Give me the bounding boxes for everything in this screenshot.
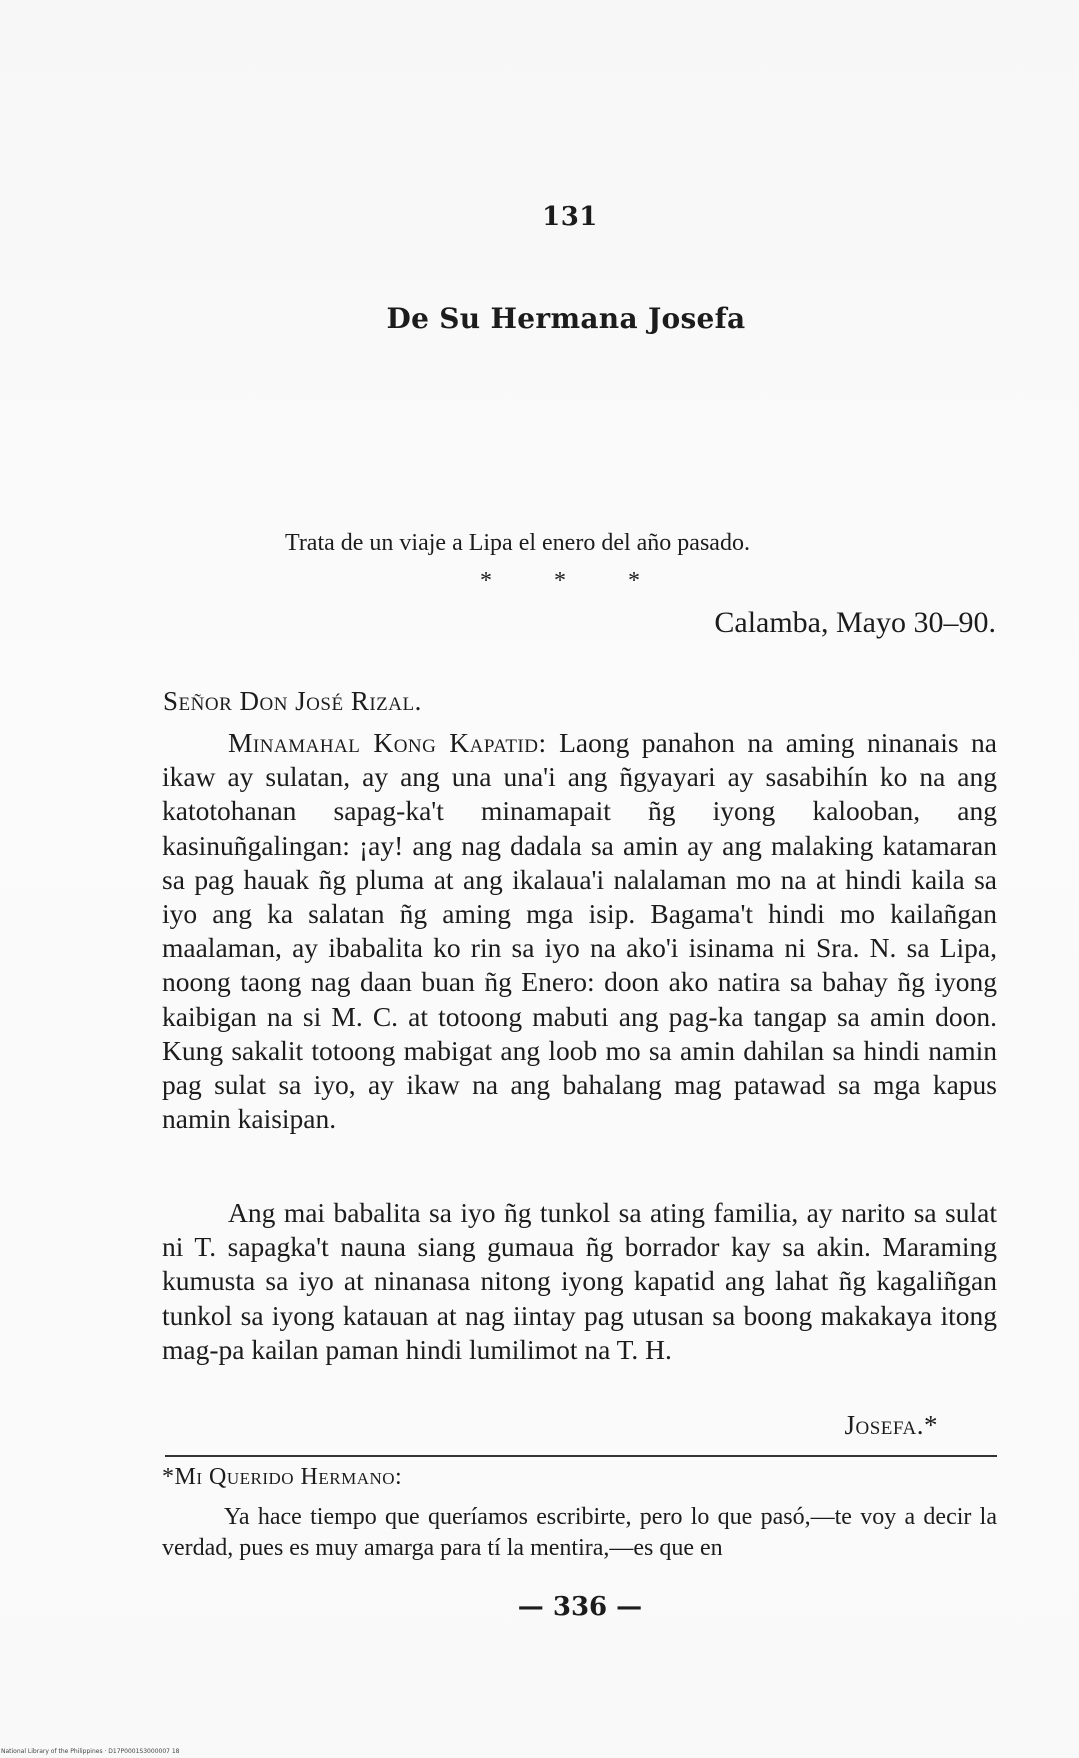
dateline: Calamba, Mayo 30–90. (714, 606, 996, 639)
paragraph-1-text: Laong panahon na aming ninanais na ikaw ay sulatan, ay ang una una'i ang ñgyayari ay sasabihín ko na ang katotohanan sapag-ka't minamapait ñg iyong kalooban, ang kasinuñgalingan: ¡ay! ang nag dadala sa amin ay ang malaking katamaran sa pag hauak ñg pluma at ang ikalaua'i nalalaman mo na at hindi kaila sa iyo ang ka salatan ñg aming mga isip. Bagama't hindi mo kailañgan maalaman, ay ibabalita ko rin sa iyo na ako'i isinama ni Sra. N. sa Lipa, noong taong nag daan buan ñg Enero: doon ako natira sa bahay ñg iyong kaibigan na si M. C. at totoong mabuti ang pag-ka tangap sa amin doon. Kung sakalit totoong mabigat ang loob mo sa amin dahilan sa hindi namin pag sulat sa iyo, ay ikaw na ang bahalang mag patawad sa mga kapus namin kaisipan. (162, 727, 997, 1135)
opening-address: Minamahal Kong Kapatid: (228, 727, 547, 758)
letter-summary: Trata de un viaje a Lipa el enero del año pasado. (285, 530, 750, 556)
microfilm-caption: National Library of the Philippines · D17P0001S3000007 18 (1, 1748, 180, 1755)
footnote-divider (165, 1455, 997, 1457)
body-paragraph-1 (162, 726, 997, 1136)
letter-title: De Su Hermana Josefa (386, 302, 746, 335)
salutation: Señor Don José Rizal. (163, 686, 422, 716)
signature: Josefa.* (844, 1410, 938, 1440)
footnote-text: Ya hace tiempo que queríamos escribirte, pero lo que pasó,—te voy a decir la verdad, pues es muy amarga para tí la mentira,—es que en (162, 1504, 997, 1561)
letter-number: 131 (542, 202, 598, 232)
section-ornament: * * * (480, 568, 668, 594)
footnote-heading: *Mi Querido Hermano: (162, 1464, 403, 1490)
page-number: — 336 — (517, 1592, 643, 1622)
body-paragraph-2: Ang mai babalita sa iyo ñg tunkol sa ating familia, ay narito sa sulat ni T. sapagka't nauna siang gumaua ñg borrador kay sa akin. Maraming kumusta sa iyo at ninanasa nitong iyong kapatid ang lahat ñg kagaliñgan tunkol sa iyong katauan at nag iintay pag utusan sa boong makakaya itong mag-pa kailan paman hindi lumilimot na T. H. (162, 1197, 997, 1365)
